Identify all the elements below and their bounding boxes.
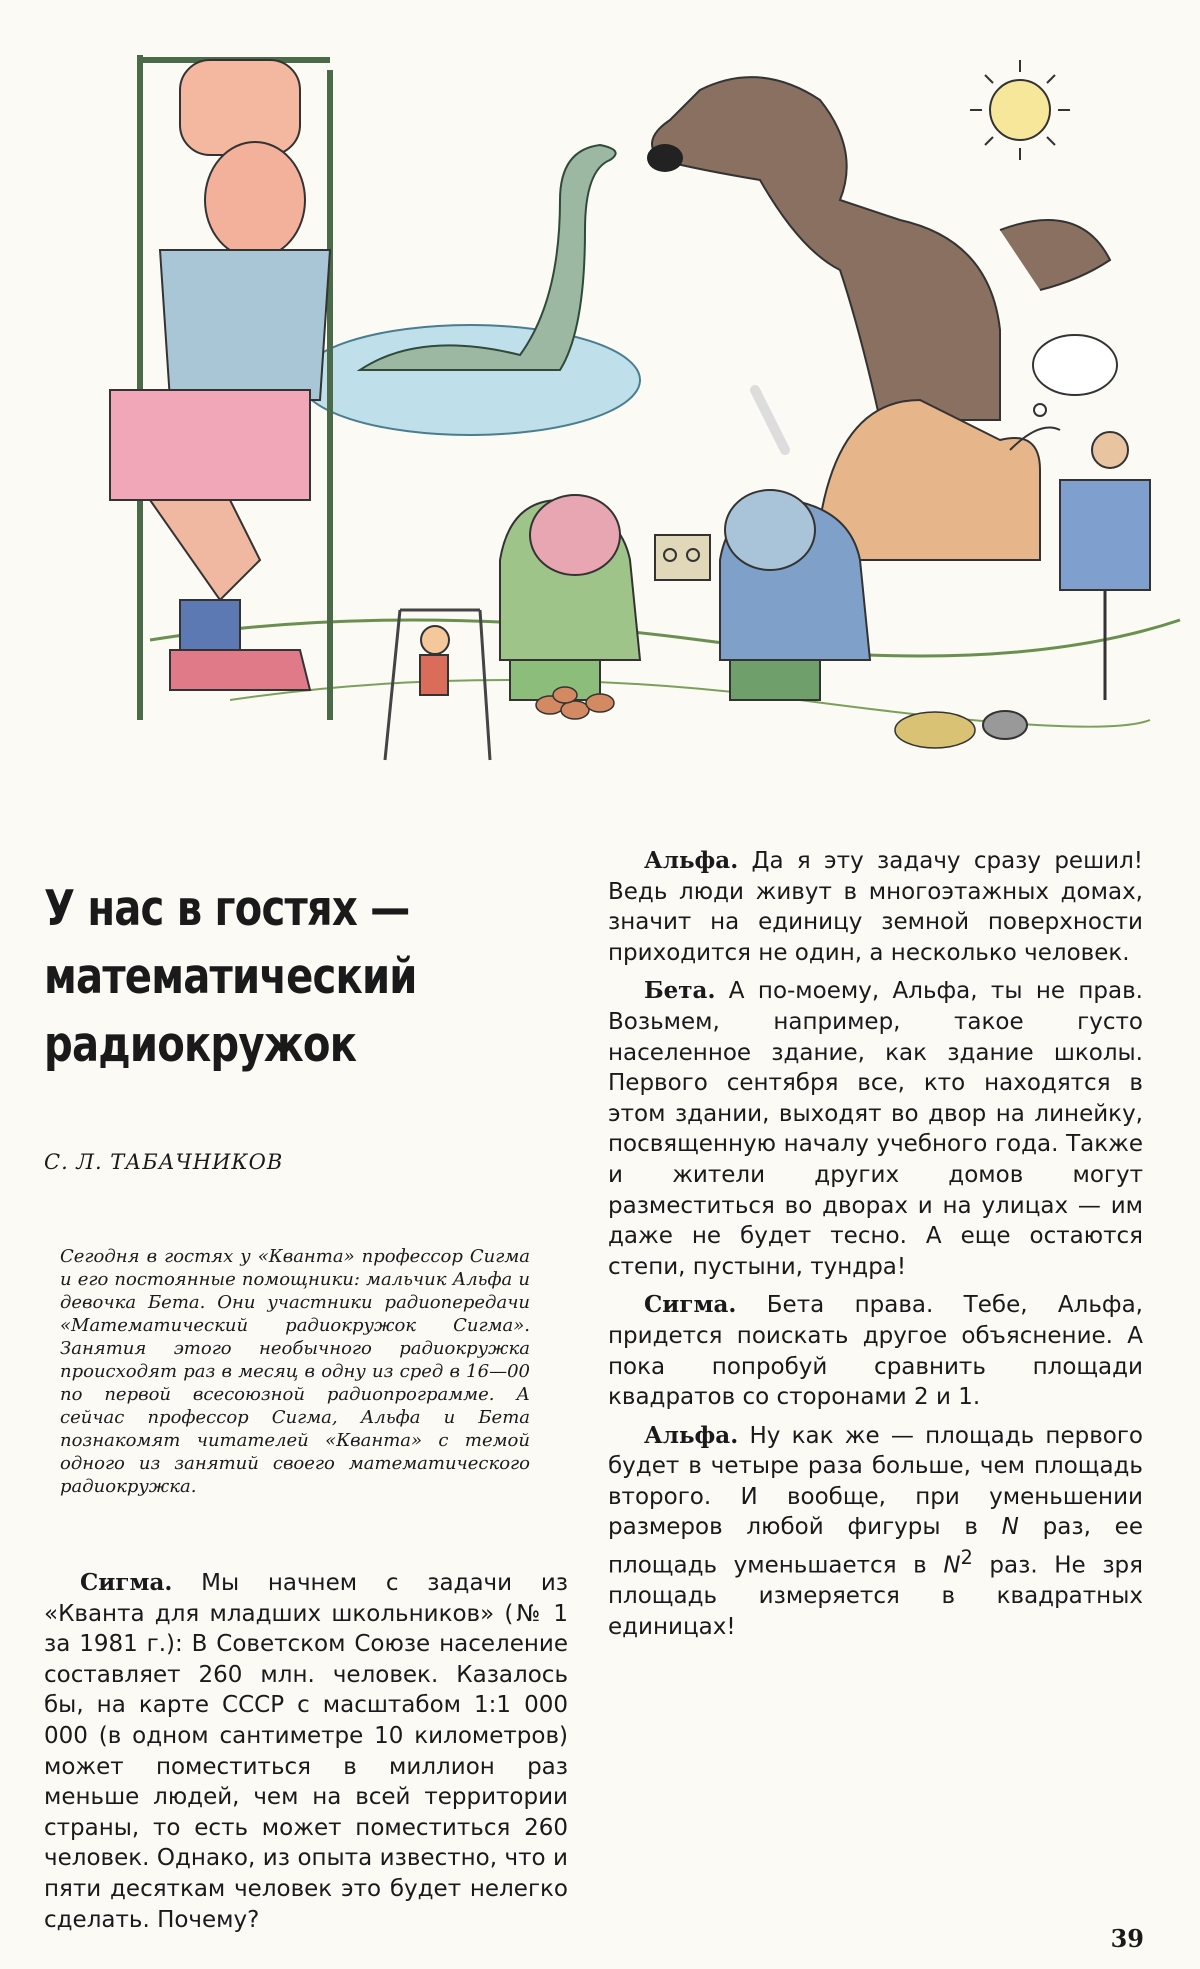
paragraph-alpha-1 bbox=[608, 846, 1143, 968]
paragraph-beta-1 bbox=[608, 976, 1143, 1282]
speaker-label: Бета. bbox=[644, 977, 716, 1005]
text-column-left bbox=[44, 1568, 568, 1943]
paragraph-text: раз. Не зря площадь измеряется в квадратных единицах! bbox=[608, 1552, 1143, 1640]
paragraph-text: раз, ее площадь уменьшается в bbox=[608, 1514, 1143, 1579]
article-intro: Сегодня в гостях у «Кванта» профессор Сигма и его постоянные помощники: мальчик Альфа и девочка Бета. Они участники радиопередачи «Математический радиокружок Сигма». Занятия этого необычного радиокружка происходят раз в месяц в одну из сред в 16—00 по первой всесоюзной радиопрограмме. А сейчас профессор Сигма, Альфа и Бета познакомят читателей «Кванта» с темой одного из занятий своего математического радиокружка. bbox=[60, 1246, 530, 1497]
paragraph-sigma-1 bbox=[44, 1568, 568, 1935]
cartoon-illustration bbox=[0, 0, 1200, 800]
paragraph-alpha-2 bbox=[608, 1421, 1143, 1643]
paragraph-text: А по-моему, Альфа, ты не прав. Возьмем, например, такое густо населенное здание, как здание школы. Первого сентября все, кто находятся в этом здании, выходят во двор на линейку, посвященную началу учебного года. Также и жители других домов могут разместиться во дворах и на улицах — им даже не будет тесно. А еще остаются степи, пустыни, тундра! bbox=[608, 978, 1143, 1280]
speaker-label: Альфа. bbox=[644, 847, 739, 874]
speaker-label: Сигма. bbox=[644, 1291, 737, 1319]
speaker-label: Альфа. bbox=[644, 1421, 739, 1449]
speaker-label: Сигма. bbox=[80, 1569, 173, 1596]
text-column-right bbox=[608, 846, 1143, 1651]
radio-set bbox=[655, 535, 710, 580]
page-number: 39 bbox=[1110, 1924, 1144, 1953]
paragraph-text: Мы начнем с задачи из «Кванта для младших школьников» (№ 1 за 1981 г.): В Советском Союзе население составляет 260 млн. человек. Казалось бы, на карте СССР с масштабом 1:1 000 000 (в одном сантиметре 10 километров) может поместиться в миллион раз меньше людей, чем на всей территории страны, то есть может поместиться 260 человек. Однако, из опыта известно, что и пяти десяткам человек это будет нелегко сделать. Почему? bbox=[44, 1570, 568, 1933]
math-n: N bbox=[1001, 1514, 1019, 1541]
exponent: 2 bbox=[960, 1546, 973, 1570]
article-title: У нас в гостях — математический радиокружок bbox=[44, 880, 417, 1073]
paragraph-text: Да я эту задачу сразу решил! Ведь люди живут в многоэтажных домах, значит на единицу земной поверхности приходится не один, а несколько человек. bbox=[608, 848, 1143, 966]
math-n-squared: N bbox=[943, 1552, 961, 1579]
paragraph-text: Ну как же — площадь первого будет в четыре раза больше, чем площадь второго. И вообще, при уменьшении размеров любой фигуры в bbox=[608, 1422, 1143, 1541]
article-author: С. Л. ТАБАЧНИКОВ bbox=[44, 1150, 284, 1174]
pond bbox=[300, 325, 640, 435]
paragraph-sigma-2 bbox=[608, 1290, 1143, 1412]
paragraph-text: Бета права. Тебе, Альфа, придется поискать другое объяснение. А пока попробуй сравнить площади квадратов со сторонами 2 и 1. bbox=[608, 1292, 1143, 1411]
